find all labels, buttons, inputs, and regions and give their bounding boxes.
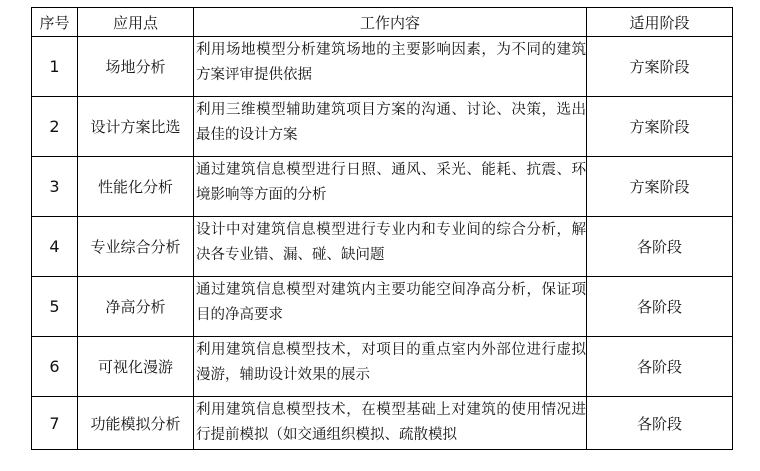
application-point: 性能化分析: [78, 157, 194, 217]
table-body: [32, 37, 733, 450]
work-content: 利用建筑信息模型技术，在模型基础上对建筑的使用情况进行提前模拟（如交通组织模拟、疏散模拟: [194, 397, 587, 450]
table-row: [32, 217, 733, 277]
work-content: 利用建筑信息模型技术，对项目的重点室内外部位进行虚拟漫游，辅助设计效果的展示: [194, 337, 587, 397]
application-point: 场地分析: [78, 37, 194, 97]
row-number: 2: [32, 97, 78, 157]
table-row: [32, 157, 733, 217]
applicable-stage: 方案阶段: [587, 157, 733, 217]
table-header: [32, 8, 733, 37]
work-content: 通过建筑信息模型对建筑内主要功能空间净高分析，保证项目的净高要求: [194, 277, 587, 337]
work-content: 设计中对建筑信息模型进行专业内和专业间的综合分析，解决各专业错、漏、碰、缺问题: [194, 217, 587, 277]
row-number: 7: [32, 397, 78, 450]
row-number: 3: [32, 157, 78, 217]
applicable-stage: 方案阶段: [587, 97, 733, 157]
applicable-stage: 各阶段: [587, 397, 733, 450]
applicable-stage: 各阶段: [587, 277, 733, 337]
application-point: 功能模拟分析: [78, 397, 194, 450]
table-row: [32, 337, 733, 397]
table-row: [32, 397, 733, 450]
header-no: 序号: [32, 8, 78, 37]
application-point: 专业综合分析: [78, 217, 194, 277]
bim-application-table: [31, 7, 733, 450]
header-application-point: 应用点: [78, 8, 194, 37]
application-point: 净高分析: [78, 277, 194, 337]
application-point: 可视化漫游: [78, 337, 194, 397]
header-row: [32, 8, 733, 37]
work-content: 利用三维模型辅助建筑项目方案的沟通、讨论、决策，选出最佳的设计方案: [194, 97, 587, 157]
work-content: 通过建筑信息模型进行日照、通风、采光、能耗、抗震、环境影响等方面的分析: [194, 157, 587, 217]
applicable-stage: 方案阶段: [587, 37, 733, 97]
table-row: [32, 97, 733, 157]
header-applicable-stage: 适用阶段: [587, 8, 733, 37]
applicable-stage: 各阶段: [587, 337, 733, 397]
row-number: 6: [32, 337, 78, 397]
header-work-content: 工作内容: [194, 8, 587, 37]
applicable-stage: 各阶段: [587, 217, 733, 277]
row-number: 5: [32, 277, 78, 337]
table-row: [32, 37, 733, 97]
work-content: 利用场地模型分析建筑场地的主要影响因素，为不同的建筑方案评审提供依据: [194, 37, 587, 97]
table-row: [32, 277, 733, 337]
row-number: 4: [32, 217, 78, 277]
application-point: 设计方案比选: [78, 97, 194, 157]
row-number: 1: [32, 37, 78, 97]
